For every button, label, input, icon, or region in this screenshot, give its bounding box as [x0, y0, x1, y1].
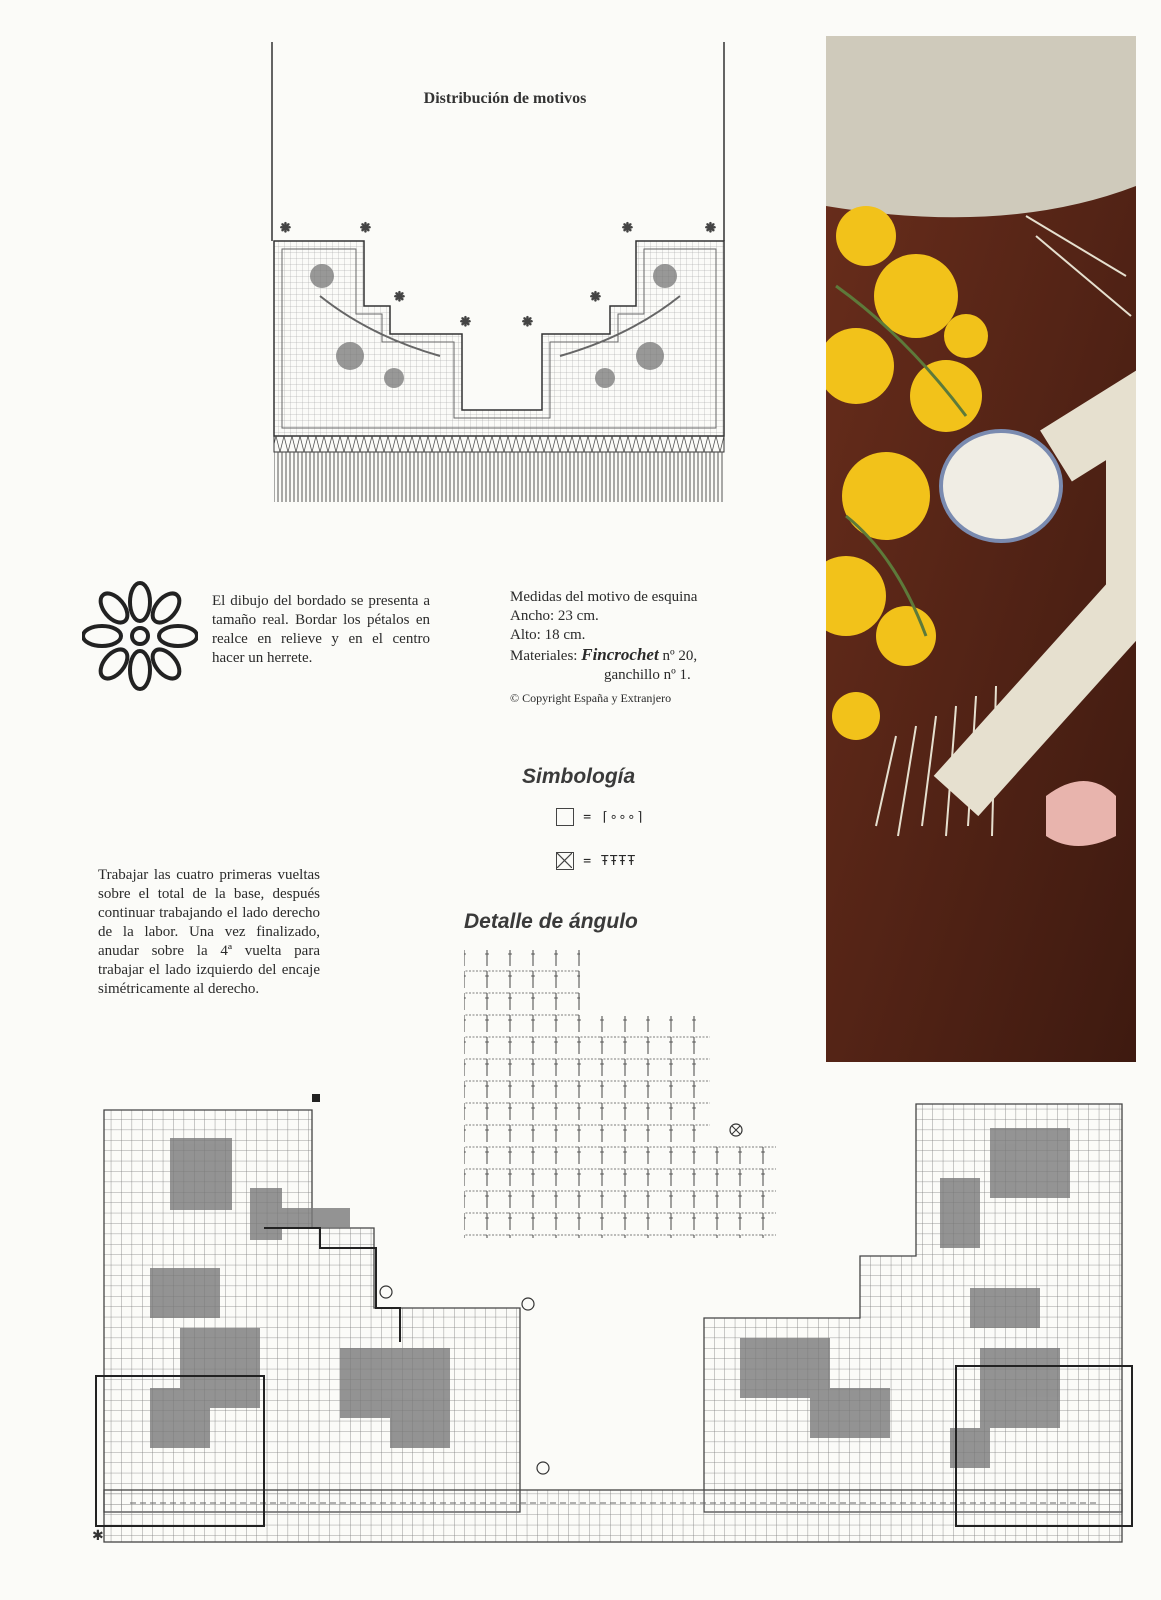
measures-width: Ancho: 23 cm.	[510, 608, 599, 624]
svg-text:❋: ❋	[394, 289, 405, 304]
product-photo	[826, 36, 1136, 1062]
svg-text:❋: ❋	[360, 220, 371, 235]
measures-block	[510, 588, 800, 708]
distribution-diagram	[260, 36, 760, 516]
distribution-title: Distribución de motivos	[423, 90, 587, 107]
empty-square-icon	[556, 808, 574, 826]
svg-text:❋: ❋	[705, 220, 716, 235]
work-instructions: Trabajar las cuatro primeras vueltas sobre el total de la base, después continuar trabajando el lado derecho de la labor. Una vez finalizado, anudar sobre la 4ª vuelta para trabajar el lado izquierdo del encaje simétricamente al derecho.	[98, 867, 320, 997]
symbol-filled-block	[556, 852, 636, 870]
corner-detail-title: Detalle de ángulo	[464, 910, 638, 933]
materials-row	[510, 645, 800, 666]
open-mesh-stitches: = ⌈∘∘∘⌉	[583, 809, 646, 825]
lace-chart	[90, 1088, 1140, 1588]
svg-text:✱: ✱	[92, 1529, 104, 1544]
daisy-embroidery-icon	[82, 580, 198, 692]
svg-text:❋: ❋	[522, 314, 533, 329]
symbology-title: Simbología	[522, 765, 636, 788]
embroidery-note: El dibujo del bordado se presenta a tamaño real. Bordar los pétalos en realce en relieve y en el centro hacer un herrete.	[212, 593, 430, 666]
hook-size: ganchillo nº 1.	[604, 667, 691, 683]
materials-label: Materiales:	[510, 648, 578, 664]
crossed-square-icon	[556, 852, 574, 870]
svg-text:❋: ❋	[622, 220, 633, 235]
filled-block-stitches: = ŦŦŦŦ	[583, 853, 637, 869]
measures-heading: Medidas del motivo de esquina	[510, 589, 698, 605]
measures-height: Alto: 18 cm.	[510, 627, 586, 643]
symbol-open-mesh	[556, 808, 645, 826]
svg-text:❋: ❋	[590, 289, 601, 304]
thread-number: nº 20,	[662, 648, 698, 664]
brand-name: Fincrochet	[581, 645, 659, 664]
svg-text:❋: ❋	[460, 314, 471, 329]
svg-text:❋: ❋	[280, 220, 291, 235]
copyright: © Copyright España y Extranjero	[510, 691, 672, 705]
